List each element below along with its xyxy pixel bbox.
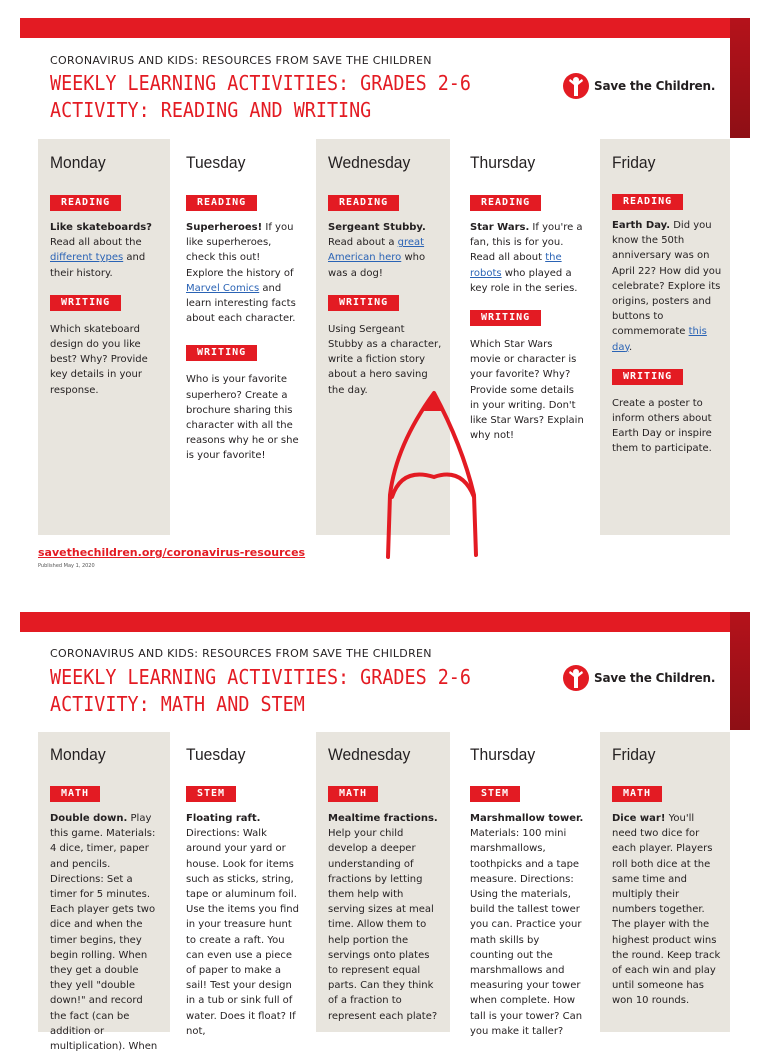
save-the-children-logo <box>562 72 715 100</box>
resource-link[interactable]: Marvel Comics <box>186 282 260 294</box>
writing-activity: Using Sergeant Stubby as a character, write a fiction story about a hero saving the day. <box>328 323 442 396</box>
day-heading: Friday <box>612 153 656 172</box>
stem-activity <box>470 811 584 1039</box>
red-frame-top <box>20 18 750 38</box>
red-frame-right <box>730 18 750 138</box>
title-line-2: ACTIVITY: MATH AND STEM <box>50 692 305 716</box>
math-tag: MATH <box>50 786 100 802</box>
activity-title: Earth Day. <box>612 220 671 231</box>
writing-tag: WRITING <box>328 295 399 311</box>
writing-activity: Which Star Wars movie or character is your favorite? Why? Provide some details in your writing. Don't like Star Wars? Explain why not! <box>470 339 584 442</box>
save-the-children-figure-icon <box>562 72 590 100</box>
writing-activity: Which skateboard design do you like best? Why? Provide key details in your response. <box>50 323 148 396</box>
activity-text: Read all about the <box>50 237 142 249</box>
activity-text: Play this game. Materials: 4 dice, timer, paper and pencils. Directions: Set a timer for 5 minutes. Each player gets two dice and when the timer begins, they begin rolling. When they get a double they yell "double down!" and record the fact (can be addition or multiplication). When <box>50 813 158 1053</box>
day-heading: Monday <box>50 745 106 764</box>
activity-text: If you like superheroes, check this out! Explore the history of <box>186 222 294 279</box>
day-heading: Wednesday <box>328 745 411 764</box>
stem-tag: STEM <box>470 786 520 802</box>
title-line-1: WEEKLY LEARNING ACTIVITIES: GRADES 2-6 <box>50 665 471 689</box>
writing-tag: WRITING <box>612 369 683 385</box>
activity-text: . <box>628 341 633 353</box>
resource-link[interactable]: great American hero <box>328 237 425 264</box>
day-column-monday <box>38 139 170 535</box>
reading-tag: READING <box>186 195 257 211</box>
activity-title: Sergeant Stubby. <box>328 222 426 233</box>
math-tag: MATH <box>328 786 378 802</box>
resource-link[interactable]: different types <box>50 252 124 264</box>
title-line-1: WEEKLY LEARNING ACTIVITIES: GRADES 2-6 <box>50 71 471 95</box>
math-activity <box>50 811 162 1054</box>
activity-text: Did you know the 50th anniversary was on April 22? How did you celebrate? Explore its origins, posters and buttons to commemorate <box>612 220 722 338</box>
writing-tag: WRITING <box>50 295 121 311</box>
day-column-friday <box>600 139 730 535</box>
activity-title: Like skateboards? <box>50 222 152 233</box>
page-title <box>50 664 471 718</box>
day-heading: Wednesday <box>328 153 411 172</box>
eyebrow-text: CORONAVIRUS AND KIDS: RESOURCES FROM SAVE THE CHILDREN <box>50 54 432 67</box>
activity-title: Floating raft. <box>186 813 261 824</box>
day-column-monday <box>38 732 170 1053</box>
page-title <box>50 70 471 124</box>
activity-title: Star Wars. <box>470 222 530 233</box>
day-column-thursday <box>458 732 592 1037</box>
reading-tag: READING <box>612 194 683 210</box>
activity-text: You'll need two dice for each player. Players roll both dice at the same time and multiply their numbers together. The player with the highest product wins the round. Keep track of each win and play until someone has won 10 rounds. <box>612 813 721 1007</box>
activity-text: who played a key role in the series. <box>470 267 578 294</box>
save-the-children-figure-icon <box>562 664 590 692</box>
red-frame-right <box>730 612 750 730</box>
day-heading: Monday <box>50 153 106 172</box>
logo-wordmark: Save the Children. <box>594 79 716 93</box>
reading-tag: READING <box>470 195 541 211</box>
math-activity <box>328 811 442 1024</box>
day-heading: Thursday <box>470 153 536 172</box>
activity-text: Help your child develop a deeper understanding of fractions by letting them help with serving sizes at meal time. Allow them to help portion the servings onto plates to represent equal parts. Can they think of a fraction to represent each plate? <box>328 828 438 1022</box>
stem-tag: STEM <box>186 786 236 802</box>
writing-activity: Create a poster to inform others about Earth Day or inspire them to participate. <box>612 397 712 455</box>
stem-activity <box>186 811 300 1039</box>
reading-activity <box>612 218 722 355</box>
writing-activity: Who is your favorite superhero? Create a brochure sharing this character with all the reasons why he or she is your favorite! <box>186 374 299 462</box>
writing-tag: WRITING <box>186 345 257 361</box>
activity-title: Superheroes! <box>186 222 263 233</box>
activity-text: and their history. <box>50 252 146 279</box>
reading-activity <box>50 220 162 281</box>
day-heading: Friday <box>612 745 656 764</box>
activity-text: If you're a fan, this is for you. Read all about <box>470 222 583 264</box>
math-activity <box>612 811 722 1009</box>
activity-title: Double down. <box>50 813 128 824</box>
math-tag: MATH <box>612 786 662 802</box>
activity-text: Directions: Walk around your yard or house. Look for items such as sticks, string, tape or aluminum foil. Use the items you find in your treasure hunt to create a raft. You can even use a piece of paper to make a sail! Test your design in a tub or sink full of water. Does it float? If not, <box>186 828 299 1037</box>
eyebrow-text: CORONAVIRUS AND KIDS: RESOURCES FROM SAVE THE CHILDREN <box>50 647 432 660</box>
reading-activity <box>328 220 442 281</box>
reading-tag: READING <box>50 195 121 211</box>
reading-tag: READING <box>328 195 399 211</box>
activity-text: Materials: 100 mini marshmallows, toothpicks and a tape measure. Directions: Using the materials, build the tallest tower you can. Practice your math skills by counting out the marshmallows and measuring your tower when complete. How tall is your tower? Can you make it taller? <box>470 828 583 1037</box>
save-the-children-logo <box>562 664 715 692</box>
day-heading: Thursday <box>470 745 536 764</box>
activity-title: Dice war! <box>612 813 666 824</box>
activity-title: Mealtime fractions. <box>328 813 438 824</box>
pencil-drawing-icon <box>378 385 488 557</box>
title-line-2: ACTIVITY: READING AND WRITING <box>50 98 372 122</box>
day-column-tuesday <box>174 732 308 1037</box>
activity-text: who was a dog! <box>328 252 426 279</box>
day-column-wednesday <box>316 732 450 1032</box>
day-heading: Tuesday <box>186 153 246 172</box>
math-stem-page <box>0 592 768 1053</box>
reading-activity <box>186 220 300 326</box>
day-column-tuesday <box>174 139 308 535</box>
day-column-friday <box>600 732 730 1032</box>
logo-wordmark: Save the Children. <box>594 671 716 685</box>
writing-tag: WRITING <box>470 310 541 326</box>
activity-text: Read about a <box>328 237 398 249</box>
resources-link[interactable]: savethechildren.org/coronavirus-resources <box>38 546 306 559</box>
red-frame-top <box>20 612 750 632</box>
activity-text: and learn interesting facts about each character. <box>186 282 296 325</box>
published-date: Published May 1, 2020 <box>38 563 95 569</box>
activity-title: Marshmallow tower. <box>470 813 584 824</box>
reading-activity <box>470 220 584 296</box>
resource-link[interactable]: this day <box>612 326 707 353</box>
resource-link[interactable]: the robots <box>470 252 562 279</box>
day-heading: Tuesday <box>186 745 246 764</box>
